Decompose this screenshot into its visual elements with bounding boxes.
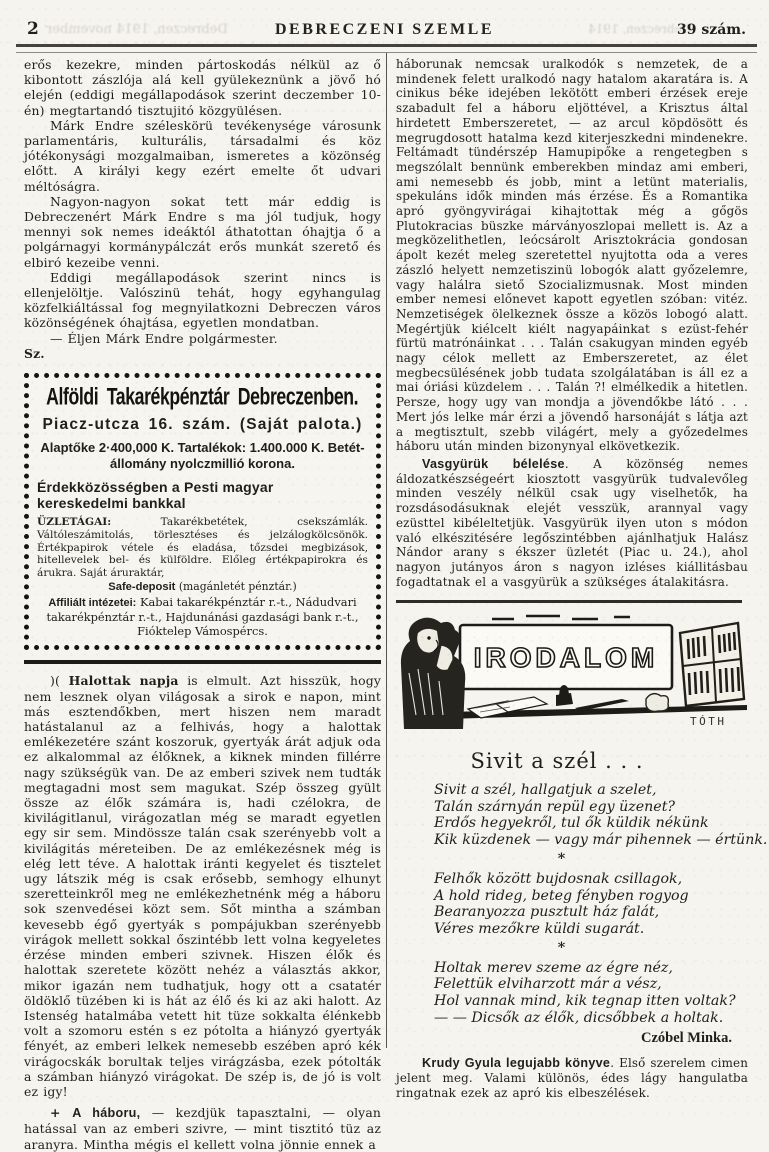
haboru-paragraph: + A háboru, — kezdjük tapasztalni, — olyan hatással van az emberi szivre, — mint tisztitó tüz az aranyra. Mintha mégis el kellett volna jönnie ennek a	[24, 1105, 381, 1152]
poem-line: Sivit a szél, hallgatjuk a szelet,	[434, 781, 657, 798]
ad-business-label: ÜZLETÁGAI:	[37, 516, 112, 529]
haboru-continuation-paragraph: háborunak nemcsak uralkodók s nemzetek, de a mindenek felett uralkodó nagy hatalom akaratára is. A cinikus béke idejében lekötött emberi érzések ereje szabadult fel a háboru eljöttével, a Krisztus által hirdetett Emberszeretet, — az arcul köpdösött és megrugdosott hatalma kezd kiterjeszkedni mindenekre. Feltámadt tündérszép Hamupipőke a rengetegben s megszólalt bennünk emberekben mindaz ami emberi, ami nemesebb és jobb, mint a letünt materialis, spekuláns idők minden más érzése. És a Romantika apró gyöngyvirágai kihajtottak még a gőgös Plutokracias büszke márványoszlopai mellett is. Az a megközelithetlen, leócsárolt Arisztokrácia gondosan ápolt kezét meleg szeretettel nyujtotta oda a veres zászló helyett nemzetiszinü lobogók alatt győzelemre, vagy halálra siető Szocializmusnak. Most minden ember nemesi előnevet kapott egyetlen szóban: vitéz. Nemzetiségek ölelkeznek össze a közös lobogó alatt. Megértjük kiélcelt kiélt nagyapáinkat s ezüst-fehér fürtü matrónáinkat . . . Talán csakugyan minden egyéb nagy célok mellett az Emberszeretet, az élet megbecsülésének jobb tudata szolgálatában is áll ez a mai óriási küzdelem . . . Talán ?! elmélkedik a hitetlen. Persze, hogy ugy van mondja a jövendőkbe látó . . . Mert jós lelke már érzi a jövendő harsonáját s látja azt a megtisztult, szebb világért, mely a győzedelmes háboru után minden bizonynyal elkövetkezik.	[396, 57, 748, 454]
poem-line: Talán szárnyán repül egy üzenet?	[434, 798, 676, 815]
poem-line: Hol vannak mind, kik tegnap itten voltak?	[434, 993, 736, 1010]
poem-line: Véres mezőkre küldi sugarát.	[434, 920, 645, 937]
poem-title: Sivit a szél . . .	[470, 748, 644, 773]
section-rule	[24, 660, 381, 664]
bleed-through-text-right: Debreczen, 1914	[587, 22, 691, 36]
signature-initials: Sz.	[24, 345, 45, 361]
crumpled-paper-sketch	[646, 693, 668, 711]
halottak-napja-lead: Halottak napja	[68, 673, 179, 689]
page-number: 2	[27, 19, 39, 39]
krudy-paragraph: Krudy Gyula legujabb könyve. Első szerelem cimen jelent meg. Valami különös, édes lágy hangulatba ringatnak ezek az apró kis elbeszélések.	[396, 1056, 748, 1100]
left-column	[24, 57, 381, 1152]
ad-business-lines: ÜZLETÁGAI: Takarékbetétek, csekszámlák. Váltóleszámitolás, törlesztéses és jelzálogkölcsönök. Értékpapirok vétele és eladása, tőzsdei megbizások, hitellevelek bel- és külföldre. Előleg értékpapirokra és árukra. Saját áruraktár,	[37, 516, 368, 580]
ad-affiliates-line: Affiliált intézetei: Kabai takarékpénztár r.-t., Nádudvari takarékpénztár r.-t., Hajdunánási gazdasági bank r.-t., Fióktelep Vámospércs.	[46, 595, 359, 638]
paragraph-mark: )(	[50, 673, 69, 689]
irodalom-illustration	[396, 611, 748, 739]
artist-signature: TÓTH	[690, 714, 727, 728]
haboru-lead: A háboru,	[72, 1106, 141, 1121]
stanza-separator: *	[557, 851, 566, 868]
ad-title: Alföldi Takarékpénztár Debreczenben.	[46, 383, 359, 410]
section-rule	[396, 600, 742, 603]
krudy-lead: Krudy Gyula legujabb könyve	[422, 1056, 611, 1071]
ad-safe-deposit-line: Safe-deposit (magánletét pénztár.)	[108, 580, 297, 594]
article-paragraph: Eddigi megállapodások szerint nincs is ellenjelöltje. Valószinü tehát, hogy egyhangulag közfelkiáltással fog megnyilatkozni Debreczen város közönségének óhajtása, egyetlen mondatban.	[24, 269, 381, 331]
vasgyuruk-lead: Vasgyürük bélelése	[422, 456, 565, 471]
article-paragraph: Nagyon-nagyon sokat tett már eddig is Debreczenért Márk Endre s ma jól tudjuk, hogy mennyi sok nemes ideáktól áthatottan óhajtja ő a polgárnagyi kormánypálczát erős munkát szerető és elbiró kezeibe venni.	[24, 193, 381, 270]
poem-line: Kik küzdenek — vagy már pihennek — értünk.	[434, 831, 768, 848]
ad-partnership-line: Érdekközösségben a Pesti magyar kereskedelmi bankkal	[37, 479, 274, 512]
writer-sketch	[401, 617, 465, 728]
irodalom-illustration-svg	[396, 611, 748, 735]
bank-advert	[24, 373, 381, 650]
article-paragraph: Márk Endre széleskörü tevékenysége városunk parlamentáris, kulturális, társadalmi és köz jótékonysági mozgalmaiban, ismeretes a közönség előtt. A királyi kegy ezért emelte őt udvari méltóságra.	[24, 117, 381, 194]
bookshelf-sketch	[680, 623, 744, 706]
poem-line: Felhők között bujdosnak csillagok,	[434, 870, 683, 887]
poem-line: Erdős hegyekről, tul ők küldik nékünk	[434, 815, 709, 832]
poem-line: Holtak merev szeme az égre néz,	[434, 959, 673, 976]
column-divider-rule	[386, 53, 387, 1048]
irodalom-title: IRODALOM	[473, 641, 659, 673]
poem	[434, 781, 768, 1026]
poem-line: A hold rideg, beteg fényben rogyog	[434, 887, 689, 904]
bleed-through-text-left: Debreczen, 1914 november	[46, 22, 228, 37]
vasgyuruk-paragraph: Vasgyürük bélelése. A közönség nemes áldozatkészségeért kiosztott vasgyürük tudvalevőleg minden veszély nélkül csak ugy viselhetők, ha rozsdásodásuknak elejét vesszük, arannyal vagy ezüsttel kibéleltetjük. Vasgyürük ilyen uton s módon való elkészitésére legőszintébben ajánlhatjuk Halász Nándor arany s ékszer üzletét (Piac u. 24.), ahol nagyon jutányos áron s nagyon izléses kiállitásbau fogadtatnak el a vasgyürük a szükséges átalakitásra.	[396, 456, 748, 589]
article-paragraph: erős kezekre, minden pártoskodás nélkül az ő kibontott zászlója alá kell gyülekeznünk a jövő hó elején (eddigi megállapodások szerint deczember 10-én) megtartandó tisztujitó közgyülésen.	[24, 57, 381, 118]
poem-author: Czóbel Minka.	[640, 1030, 732, 1047]
stanza-separator: *	[557, 940, 566, 957]
poem-line: Felettük elviharzott már a vész,	[434, 976, 662, 993]
poem-line: — — Dicsők az élők, dicsőbbek a holtak.	[434, 1009, 724, 1026]
halottak-napja-paragraph: )( Halottak napja is elmult. Azt hisszük, hogy nem lesznek olyan világosak a sirok e napon, mint más esztendőkben, mert hiszen nem maradt hatástalanul az a felhivás, hogy a halottak emlékezetére szánt koszoruk, gyertyák árát adjuk oda ez alkalommal az élőknek, a kiknek minden fillérre nagy szükségük van. De az emberi szivek nem tudták megtagadni most sem magukat. Szép összeg gyült össze az élők számára is, hadi czélokra, de kivilágitlanul, virágozatlan még se maradt egyetlen egy sir sem. Mindössze talán csak szerényebb volt a kivilágitás méreteiben. De az emlékezésnek még is elég lett téve. A halottak iránti kegyelet és tisztelet ugy látszik még is csak erősebb, semhogy elhunyt szeretteinkről meg ne emlékezhetnénk még a háboru sok szenvedései közt sem. Sőt mintha a számban kevesebb égő gyertyák s pompájukban szerényebb virágok mellett sokkal őszintébb lett volna kegyeletes érzése minden emberi szivnek. Hiszen élők és halottak szeretete között nehéz a választás akkor, mikor igazán nem tudhatjuk, hogy ott a csatatér öldöklő tüzében ki is hát az élő és ki az aki halott. Az Istenség hatalmába vetett hit tüze sokkalta élénkebb volt a szomoru estén s ez pótolta a hiányzó gyertyák fényét, az emberi lelkek nemesebb eszében apró kék virágocskák borultak teljes virágzásba, ezek pótolták a számban hiányzó virágokat. De szép is, de jó is volt ez igy!	[24, 673, 381, 1099]
cross-mark: +	[50, 1105, 73, 1121]
ad-address: Piacz-utcza 16. szám. (Saját palota.)	[42, 416, 363, 434]
sketch-dashes	[492, 616, 630, 619]
article-closing-line: — Éljen Márk Endre polgármester.	[50, 330, 278, 346]
ad-capital-figures: Alaptőke 2·400,000 K. Tartalékok: 1.400.000 K. Betétállomány nyolczmillió korona.	[40, 440, 365, 472]
header-rule	[16, 44, 757, 53]
poem-line: Bearanyozza pusztult ház falát,	[434, 904, 660, 921]
masthead-title: DEBRECZENI SZEMLE	[275, 21, 494, 38]
right-column	[396, 57, 768, 1100]
issue-number: 39 szám.	[677, 22, 746, 38]
